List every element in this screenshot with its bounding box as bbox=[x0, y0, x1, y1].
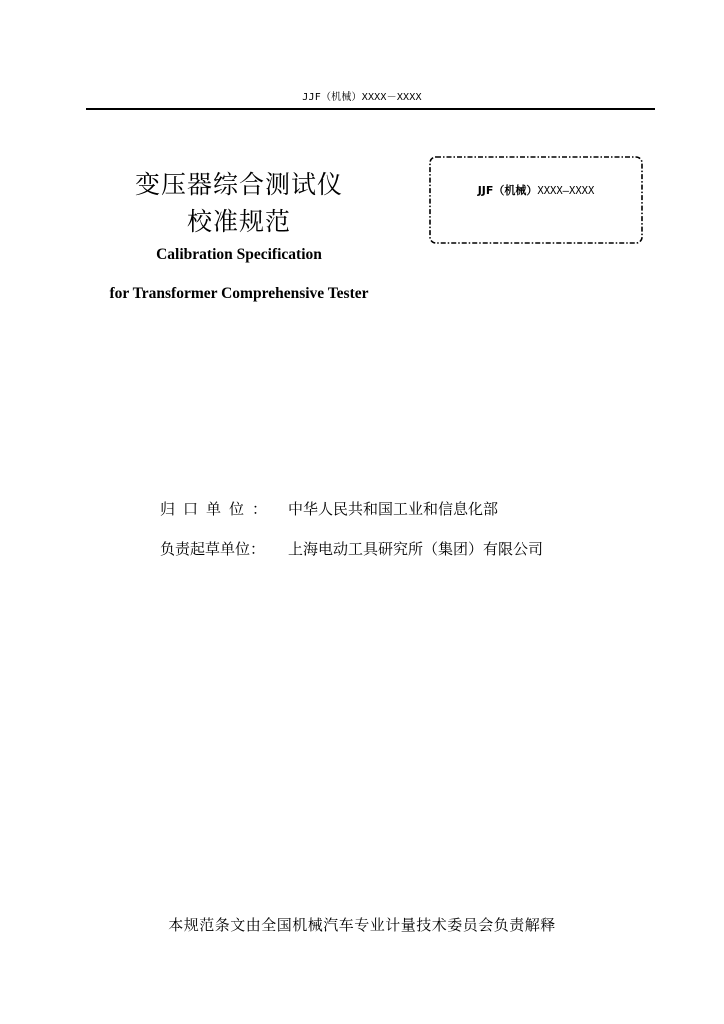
authority-row bbox=[160, 498, 498, 519]
decorative-border bbox=[428, 155, 644, 245]
title-chinese-line2: 校准规范 bbox=[186, 207, 291, 236]
header-divider bbox=[86, 108, 655, 110]
drafter-label: 负责起草单位： bbox=[160, 540, 266, 558]
title-chinese-line1: 变压器综合测试仪 bbox=[134, 170, 343, 199]
drafter-row bbox=[160, 538, 543, 559]
authority-label: 归口单位： bbox=[160, 500, 276, 518]
standard-code-text bbox=[428, 182, 644, 198]
drafter-value: 上海电动工具研究所（集团）有限公司 bbox=[288, 540, 544, 558]
header-standard-code: JJF（机械）XXXX－XXXX bbox=[302, 92, 422, 103]
title-english-line2: for Transformer Comprehensive Tester bbox=[109, 285, 369, 302]
standard-code-prefix: JJF（机械） bbox=[477, 184, 538, 197]
standard-code-number: XXXX—XXXX bbox=[537, 185, 595, 197]
standard-code-box bbox=[428, 155, 644, 245]
footer-interpretation-note: 本规范条文由全国机械汽车专业计量技术委员会负责解释 bbox=[168, 916, 556, 934]
title-english-line1: Calibration Specification bbox=[156, 246, 322, 263]
authority-value: 中华人民共和国工业和信息化部 bbox=[288, 500, 499, 518]
